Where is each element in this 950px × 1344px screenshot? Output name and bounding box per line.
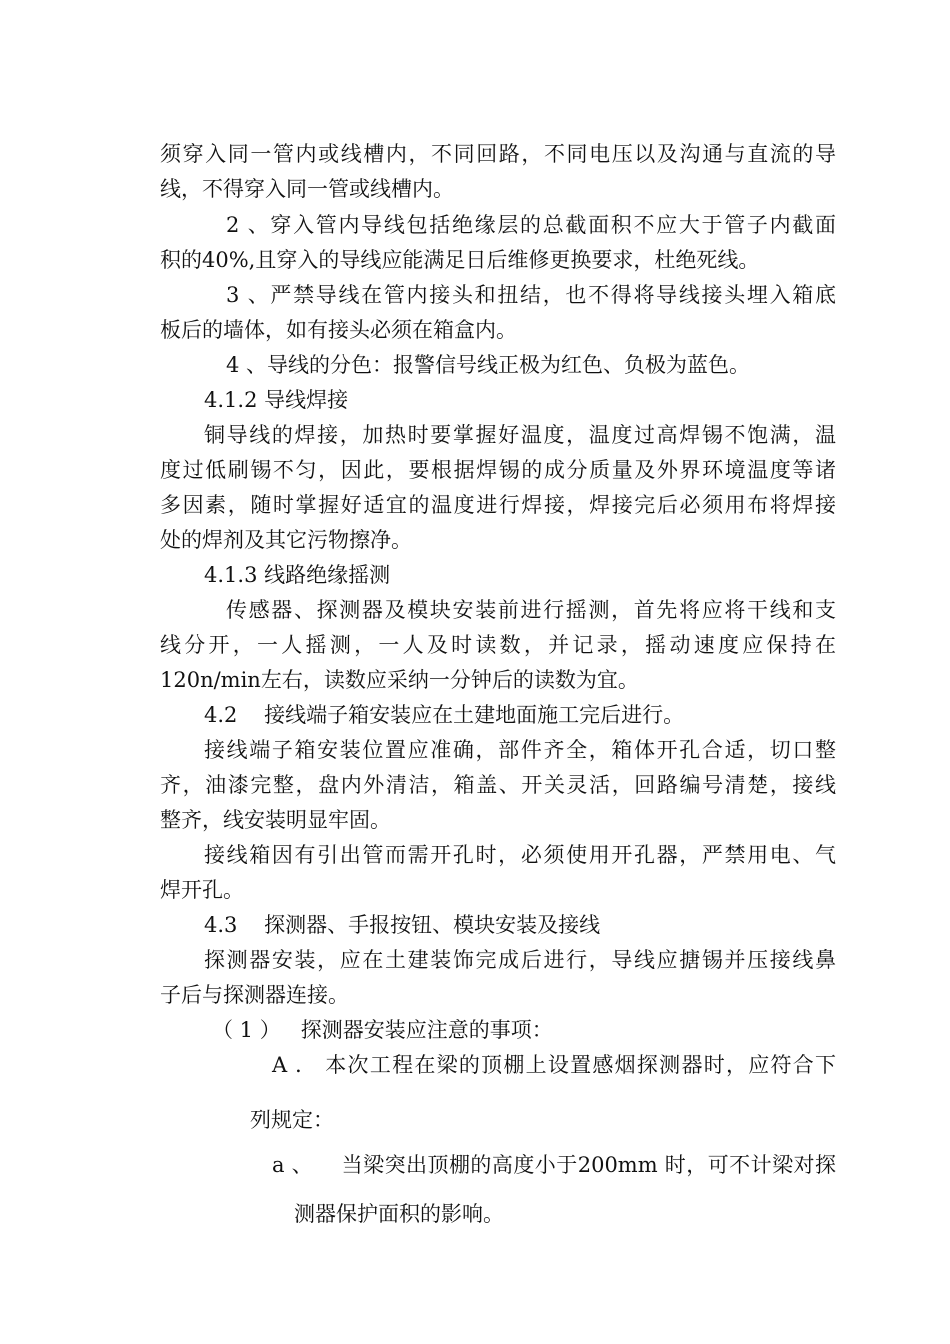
text-line-14: 传感器、探测器及模块安装前进行摇测，首先将应将干线和支 xyxy=(226,598,836,622)
text-line-4: 积的40%,且穿入的导线应能满足日后维修更换要求，杜绝死线。 xyxy=(160,248,760,272)
text-line-5: 3 、严禁导线在管内接头和扭结，也不得将导线接头埋入箱底 xyxy=(226,283,836,307)
text-line-20: 整齐，线安装明显牢固。 xyxy=(160,808,391,832)
text-line-6: 板后的墙体，如有接头必须在箱盒内。 xyxy=(160,318,517,342)
text-line-24: 探测器安装，应在土建装饰完成后进行，导线应搪锡并压接线鼻 xyxy=(204,948,836,972)
text-line-7: 4 、导线的分色：报警信号线正极为红色、负极为蓝色。 xyxy=(226,353,751,377)
text-line-18: 接线端子箱安装位置应准确，部件齐全，箱体开孔合适，切口整 xyxy=(204,738,836,762)
text-line-12: 处的焊剂及其它污物擦净。 xyxy=(160,528,412,552)
text-line-16: 120n/min左右，读数应采纳一分钟后的读数为宜。 xyxy=(160,668,639,692)
text-line-3: 2 、穿入管内导线包括绝缘层的总截面积不应大于管子内截面 xyxy=(226,213,836,237)
text-line-25: 子后与探测器连接。 xyxy=(160,983,349,1007)
text-line-19: 齐，油漆完整，盘内外清洁，箱盖、开关灵活，回路编号清楚，接线 xyxy=(160,773,836,797)
text-line-15: 线分开，一人摇测，一人及时读数，并记录，摇动速度应保持在 xyxy=(160,633,836,657)
text-line-10: 度过低刷锡不匀，因此，要根据焊锡的成分质量及外界环境温度等诸 xyxy=(160,458,836,482)
sub-item-a-line-1: a 、 当梁突出顶棚的高度小于200mm 时，可不计梁对探 xyxy=(272,1153,836,1177)
text-line-21: 接线箱因有引出管而需开孔时，必须使用开孔器，严禁用电、气 xyxy=(204,843,836,867)
text-line-11: 多因素，随时掌握好适宜的温度进行焊接，焊接完后必须用布将焊接 xyxy=(160,493,836,517)
list-item-a-line-2: 列规定： xyxy=(250,1108,334,1132)
section-heading-4-1-3: 4.1.3 线路绝缘摇测 xyxy=(204,563,391,587)
text-line-22: 焊开孔。 xyxy=(160,878,244,902)
section-heading-4-1-2: 4.1.2 导线焊接 xyxy=(204,388,349,412)
list-heading-1: （ 1 ） 探测器安装应注意的事项： xyxy=(212,1018,553,1042)
text-line-2: 线，不得穿入同一管或线槽内。 xyxy=(160,177,454,201)
list-item-a-line-1: A ． 本次工程在梁的顶棚上设置感烟探测器时，应符合下 xyxy=(272,1053,836,1077)
section-heading-4-3: 4.3 探测器、手报按钮、模块安装及接线 xyxy=(204,913,601,937)
text-line-1: 须穿入同一管内或线槽内，不同回路，不同电压以及沟通与直流的导 xyxy=(160,142,836,166)
text-line-9: 铜导线的焊接，加热时要掌握好温度，温度过高焊锡不饱满，温 xyxy=(204,423,836,447)
section-heading-4-2: 4.2 接线端子箱安装应在土建地面施工完后进行。 xyxy=(204,703,685,727)
sub-item-a-line-2: 测器保护面积的影响。 xyxy=(294,1202,504,1226)
